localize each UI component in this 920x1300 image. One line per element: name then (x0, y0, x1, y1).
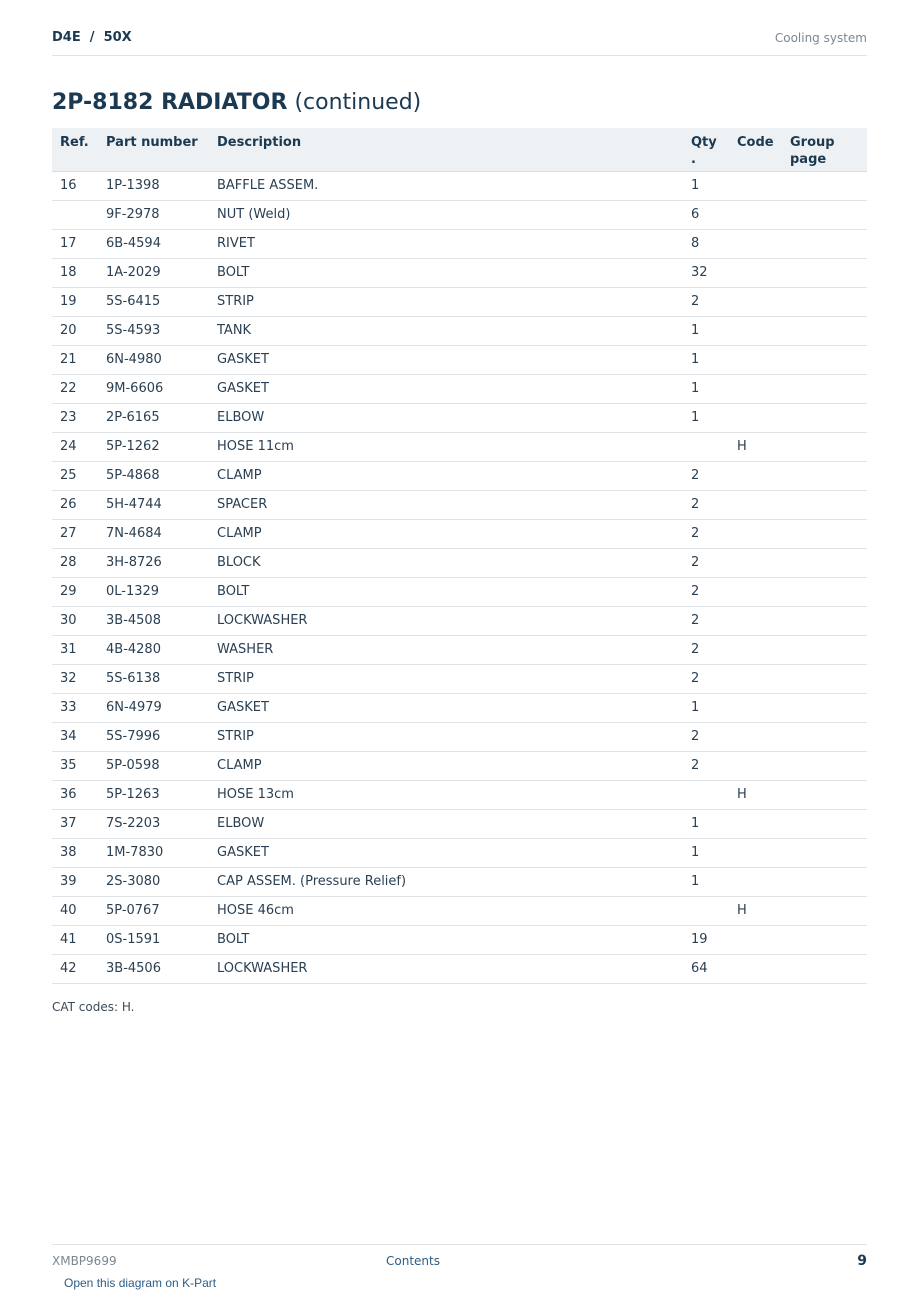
table-row (52, 838, 867, 867)
cell-code (737, 809, 790, 838)
cell-qty (691, 896, 737, 925)
cell-part-number: 1A-2029 (106, 258, 217, 287)
cell-ref: 21 (52, 345, 106, 374)
parts-table-body (52, 171, 867, 983)
cell-description: LOCKWASHER (217, 606, 691, 635)
cell-ref: 36 (52, 780, 106, 809)
cell-group-page (790, 345, 867, 374)
cell-ref: 25 (52, 461, 106, 490)
cell-ref: 30 (52, 606, 106, 635)
table-row (52, 925, 867, 954)
cell-description: CAP ASSEM. (Pressure Relief) (217, 867, 691, 896)
cell-description: BOLT (217, 577, 691, 606)
cell-code (737, 693, 790, 722)
cell-ref: 38 (52, 838, 106, 867)
cell-ref: 26 (52, 490, 106, 519)
cell-group-page (790, 490, 867, 519)
cell-part-number: 6N-4980 (106, 345, 217, 374)
cell-part-number: 3H-8726 (106, 548, 217, 577)
table-row (52, 809, 867, 838)
cell-part-number: 5H-4744 (106, 490, 217, 519)
cell-group-page (790, 664, 867, 693)
cell-ref: 27 (52, 519, 106, 548)
col-part-number: Part number (106, 128, 217, 171)
cell-description: RIVET (217, 229, 691, 258)
cell-description: NUT (Weld) (217, 200, 691, 229)
table-row (52, 751, 867, 780)
cell-qty: 2 (691, 461, 737, 490)
cell-code (737, 171, 790, 200)
cat-codes-note: CAT codes: H. (52, 1000, 135, 1014)
cell-code (737, 461, 790, 490)
table-row (52, 519, 867, 548)
cell-group-page (790, 635, 867, 664)
table-row (52, 664, 867, 693)
cell-part-number: 6N-4979 (106, 693, 217, 722)
cell-qty: 1 (691, 838, 737, 867)
cell-part-number: 3B-4508 (106, 606, 217, 635)
cell-group-page (790, 519, 867, 548)
cell-ref: 18 (52, 258, 106, 287)
cell-group-page (790, 374, 867, 403)
cell-qty: 64 (691, 954, 737, 983)
cell-qty: 2 (691, 664, 737, 693)
cell-group-page (790, 287, 867, 316)
cell-ref: 17 (52, 229, 106, 258)
cell-group-page (790, 780, 867, 809)
cell-ref: 20 (52, 316, 106, 345)
cell-code (737, 751, 790, 780)
cell-qty (691, 432, 737, 461)
cell-group-page (790, 809, 867, 838)
parts-table (52, 128, 867, 984)
cell-group-page (790, 403, 867, 432)
cell-group-page (790, 896, 867, 925)
cell-qty: 1 (691, 345, 737, 374)
cell-code (737, 200, 790, 229)
table-row (52, 635, 867, 664)
cell-part-number: 1M-7830 (106, 838, 217, 867)
cell-part-number: 3B-4506 (106, 954, 217, 983)
cell-part-number: 1P-1398 (106, 171, 217, 200)
cell-part-number: 5P-4868 (106, 461, 217, 490)
table-row (52, 316, 867, 345)
table-row (52, 229, 867, 258)
cell-qty: 19 (691, 925, 737, 954)
cell-part-number: 5S-6138 (106, 664, 217, 693)
cell-part-number: 9M-6606 (106, 374, 217, 403)
cell-ref (52, 200, 106, 229)
cell-qty: 1 (691, 867, 737, 896)
table-row (52, 403, 867, 432)
cell-group-page (790, 606, 867, 635)
cell-description: LOCKWASHER (217, 954, 691, 983)
cell-description: GASKET (217, 345, 691, 374)
cell-part-number: 9F-2978 (106, 200, 217, 229)
page-header (52, 28, 867, 56)
cell-group-page (790, 867, 867, 896)
cell-qty (691, 780, 737, 809)
cell-group-page (790, 954, 867, 983)
cell-code (737, 258, 790, 287)
cell-code (737, 606, 790, 635)
cell-ref: 32 (52, 664, 106, 693)
cell-part-number: 5P-1262 (106, 432, 217, 461)
cell-ref: 29 (52, 577, 106, 606)
cell-part-number: 0L-1329 (106, 577, 217, 606)
cell-qty: 8 (691, 229, 737, 258)
cell-description: ELBOW (217, 809, 691, 838)
cell-description: HOSE 11cm (217, 432, 691, 461)
table-row (52, 345, 867, 374)
cell-code (737, 403, 790, 432)
document-id: XMBP9699 (52, 1254, 117, 1268)
section-label: Cooling system (774, 31, 867, 45)
table-row (52, 896, 867, 925)
cell-code (737, 548, 790, 577)
cell-group-page (790, 258, 867, 287)
table-row (52, 171, 867, 200)
cell-code (737, 867, 790, 896)
cell-ref: 22 (52, 374, 106, 403)
col-ref: Ref. (52, 128, 106, 171)
table-row (52, 490, 867, 519)
table-row (52, 374, 867, 403)
cell-part-number: 2P-6165 (106, 403, 217, 432)
cell-qty: 1 (691, 809, 737, 838)
table-row (52, 258, 867, 287)
page-number: 9 (857, 1253, 867, 1269)
table-row (52, 606, 867, 635)
cell-group-page (790, 432, 867, 461)
cell-qty: 2 (691, 606, 737, 635)
table-row (52, 548, 867, 577)
cell-code (737, 316, 790, 345)
cell-code (737, 635, 790, 664)
cell-ref: 23 (52, 403, 106, 432)
cell-qty: 2 (691, 722, 737, 751)
cell-ref: 24 (52, 432, 106, 461)
col-group-page: Group page (790, 128, 867, 171)
cell-part-number: 5S-4593 (106, 316, 217, 345)
cell-qty: 32 (691, 258, 737, 287)
table-row (52, 954, 867, 983)
table-header-row (52, 128, 867, 171)
col-qty: Qty . (691, 128, 737, 171)
cell-group-page (790, 751, 867, 780)
col-code: Code (737, 128, 790, 171)
cell-description: GASKET (217, 693, 691, 722)
cell-group-page (790, 548, 867, 577)
cell-code: H (737, 780, 790, 809)
cell-description: GASKET (217, 374, 691, 403)
cell-ref: 19 (52, 287, 106, 316)
page-footer (52, 1244, 867, 1275)
cell-description: SPACER (217, 490, 691, 519)
table-row (52, 200, 867, 229)
cell-description: STRIP (217, 664, 691, 693)
model-label: D4E / 50X (52, 30, 132, 45)
cell-description: HOSE 13cm (217, 780, 691, 809)
cell-code (737, 345, 790, 374)
cell-description: CLAMP (217, 751, 691, 780)
cell-ref: 33 (52, 693, 106, 722)
table-row (52, 287, 867, 316)
cell-ref: 28 (52, 548, 106, 577)
cell-ref: 35 (52, 751, 106, 780)
cell-part-number: 0S-1591 (106, 925, 217, 954)
cell-ref: 37 (52, 809, 106, 838)
cell-code (737, 287, 790, 316)
cell-qty: 2 (691, 519, 737, 548)
cell-description: HOSE 46cm (217, 896, 691, 925)
cell-group-page (790, 925, 867, 954)
cell-ref: 39 (52, 867, 106, 896)
cell-code: H (737, 896, 790, 925)
cell-code (737, 954, 790, 983)
cell-description: BOLT (217, 258, 691, 287)
cell-qty: 2 (691, 635, 737, 664)
table-row (52, 722, 867, 751)
table-row (52, 780, 867, 809)
cell-code: H (737, 432, 790, 461)
cell-group-page (790, 838, 867, 867)
cell-qty: 1 (691, 316, 737, 345)
cell-part-number: 5P-0767 (106, 896, 217, 925)
cell-part-number: 2S-3080 (106, 867, 217, 896)
title-part: 2P-8182 RADIATOR (52, 90, 288, 115)
cell-qty: 2 (691, 751, 737, 780)
cell-code (737, 722, 790, 751)
cell-description: GASKET (217, 838, 691, 867)
cell-qty: 2 (691, 577, 737, 606)
cell-part-number: 7N-4684 (106, 519, 217, 548)
cell-qty: 1 (691, 374, 737, 403)
cell-code (737, 374, 790, 403)
table-row (52, 867, 867, 896)
cell-description: BAFFLE ASSEM. (217, 171, 691, 200)
cell-part-number: 5S-7996 (106, 722, 217, 751)
cell-group-page (790, 722, 867, 751)
cell-code (737, 577, 790, 606)
cell-description: STRIP (217, 722, 691, 751)
cell-description: STRIP (217, 287, 691, 316)
cell-group-page (790, 229, 867, 258)
table-row (52, 461, 867, 490)
kpart-link[interactable]: Open this diagram on K-Part (64, 1276, 217, 1290)
cell-description: BOLT (217, 925, 691, 954)
cell-qty: 6 (691, 200, 737, 229)
page-title (52, 90, 421, 115)
cell-part-number: 4B-4280 (106, 635, 217, 664)
cell-ref: 34 (52, 722, 106, 751)
cell-qty: 1 (691, 693, 737, 722)
cell-description: CLAMP (217, 461, 691, 490)
contents-link[interactable]: Contents (386, 1254, 440, 1268)
cell-code (737, 229, 790, 258)
table-row (52, 577, 867, 606)
cell-ref: 31 (52, 635, 106, 664)
cell-group-page (790, 200, 867, 229)
col-description: Description (217, 128, 691, 171)
cell-group-page (790, 171, 867, 200)
title-suffix: (continued) (294, 90, 422, 115)
table-row (52, 432, 867, 461)
cell-qty: 1 (691, 403, 737, 432)
cell-part-number: 5P-1263 (106, 780, 217, 809)
cell-group-page (790, 693, 867, 722)
cell-ref: 16 (52, 171, 106, 200)
cell-code (737, 664, 790, 693)
cell-part-number: 7S-2203 (106, 809, 217, 838)
cell-part-number: 5P-0598 (106, 751, 217, 780)
cell-description: CLAMP (217, 519, 691, 548)
table-row (52, 693, 867, 722)
cell-ref: 41 (52, 925, 106, 954)
cell-description: WASHER (217, 635, 691, 664)
cell-part-number: 5S-6415 (106, 287, 217, 316)
cell-ref: 40 (52, 896, 106, 925)
cell-qty: 1 (691, 171, 737, 200)
cell-code (737, 519, 790, 548)
cell-group-page (790, 461, 867, 490)
cell-qty: 2 (691, 548, 737, 577)
cell-description: BLOCK (217, 548, 691, 577)
cell-code (737, 838, 790, 867)
cell-code (737, 490, 790, 519)
cell-qty: 2 (691, 490, 737, 519)
cell-description: TANK (217, 316, 691, 345)
cell-group-page (790, 316, 867, 345)
cell-part-number: 6B-4594 (106, 229, 217, 258)
cell-ref: 42 (52, 954, 106, 983)
cell-description: ELBOW (217, 403, 691, 432)
cell-code (737, 925, 790, 954)
cell-group-page (790, 577, 867, 606)
cell-qty: 2 (691, 287, 737, 316)
